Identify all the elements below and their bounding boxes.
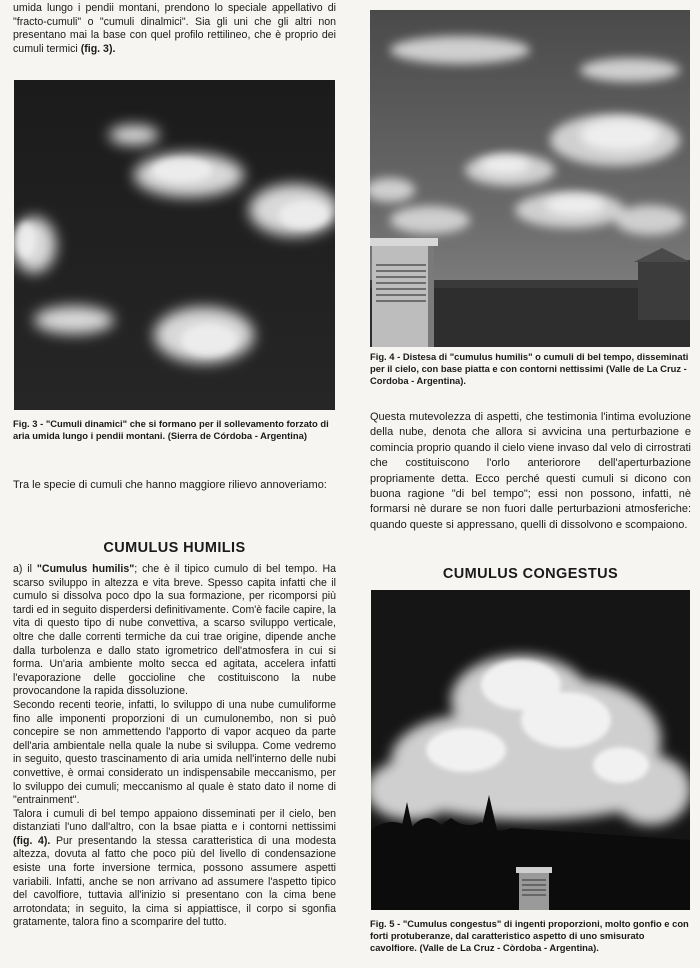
humilis-paragraph-1 (13, 563, 336, 699)
fig3-caption-block (13, 418, 336, 442)
mutability-paragraph: Questa mutevolezza di aspetti, che testimonia l'intima evoluzione della nube, denota che allora si avvicina una perturbazione e comincia proprio quando il cielo viene invaso dal velo di cirrostrati che costituiscono l'orlo anteriorore dell'aperturbazione propriamente detta. Ecco perché questi cumuli si dicono con buona ragione "di bel tempo"; essi non possono, infatti, nè formarsi nè durare se non fuori dalle perturbazioni atmosferiche: quando queste si appressano, quelli di dissolvono e scompaiono. (370, 411, 691, 531)
cumulus-humilis-heading: CUMULUS HUMILIS (103, 540, 246, 556)
intro-paragraph (13, 2, 336, 56)
humilis-p1-prefix: a) il (13, 563, 37, 575)
humilis-paragraph-2: Secondo recenti teorie, infatti, lo sviluppo di una nube cumuliforme fino alle imponenti proporzioni di un cumulonembo, non si può concepire se non ammettendo l'apporto di vapor acqueo da parte dell'aria ambientale nella quale la nube si sviluppa. Come vedremo in seguito, questo trascinamento di aria umida nell'interno delle nubi convettive, è ormai considerato un indispensabile meccanismo, per lo sviluppo dei cumuli; meccanismo al quale è stato dato il nome di "entrainment". (13, 698, 336, 807)
species-intro: Tra le specie di cumuli che hanno maggiore rilievo annoveriamo: (13, 479, 327, 491)
cumulus-congestus-heading: CUMULUS CONGESTUS (442, 566, 619, 582)
humilis-body (13, 563, 336, 930)
fig4-caption: Fig. 4 - Distesa di "cumulus humilis" o cumuli di bel tempo, disseminati per il cielo, con base piatta e con contorni nettissimi (Valle de La Cruz - Cordoba - Argentina). (370, 351, 689, 386)
fig4-photo (370, 10, 690, 347)
humilis-p3-a: Talora i cumuli di bel tempo appaiono disseminati per il cielo, ben distanziati l'uno dall'altro, con la bsae piatta e i contorni nettissimi (13, 807, 336, 834)
left-column (13, 2, 336, 56)
fig5-caption: Fig. 5 - "Cumulus congestus" di ingenti proporzioni, molto gonfio e con forti protuberanze, dal caratteristico aspetto di uno smisurato cavolfiore. (Valle de La Cruz - Còrdoba - Argentina). (370, 918, 689, 953)
intro-text: umida lungo i pendii montani, prendono lo speciale appellativo di "fracto-cumuli" o "cumuli dinalmici". Sia gli uni che gli altri non presentano mai la base con quel profilo rettilineo, che è proprio dei cumuli termici (13, 2, 336, 55)
fig3-caption: Fig. 3 - "Cumuli dinamici" che si formano per il sollevamento forzato di aria umida lungo i pendii montani. (Sierra de Córdoba - Argentina) (13, 418, 329, 441)
humilis-p3-b: Pur presentando la stessa caratteristica di una modesta altezza, dovuta al fatto che poco più del livello di condensazione esiste una forte inversione termica, possono assumere aspetti variabili. Infatti, anche se non arrivano ad assumere l'aspetto tipico del cavolfiore, tuttavia all'inizio si presentano con la cima bene arrotondata; in seguito, la cima si appiattisce, il corpo si sgonfia gratamente, talora fino a scomparire del tutto. (13, 834, 336, 929)
fig5-photo (371, 590, 690, 910)
humilis-heading-block (13, 540, 336, 556)
congestus-heading-block (370, 566, 691, 582)
humilis-p1-rest: ; che è il tipico cumulo di bel tempo. Ha scarso sviluppo in altezza e vita breve. Spesso capita infatti che il cumulo si dissolva poco dpo la sua formazione, per ricomporsi più tardi ed in seguito disperdersi definitivamente. Com'è facile capire, la vita di questo tipo di nube convettiva, a scarso sviluppo verticale, oltre che dalle correnti termiche da cui trae origine, dipende anche dalla turbolenza e dallo stato igrometrico dell'atmosfera in cui si forma. Un'aria ambiente molto secca ed agitata, accelera infatti l'evaporazione delle goccioline che costituiscono la nube provocandone la rapida dissoluzione. (13, 563, 337, 698)
mutability-block (370, 410, 691, 533)
fig5-caption-block (370, 918, 691, 954)
species-block (13, 478, 336, 493)
fig4-reference: (fig. 4). (13, 834, 51, 847)
humilis-term: "Cumulus humilis" (36, 563, 135, 575)
fig4-caption-block (370, 351, 691, 387)
fig3-photo (14, 80, 335, 410)
humilis-paragraph-3 (13, 808, 336, 930)
fig3-reference: (fig. 3). (80, 42, 116, 55)
